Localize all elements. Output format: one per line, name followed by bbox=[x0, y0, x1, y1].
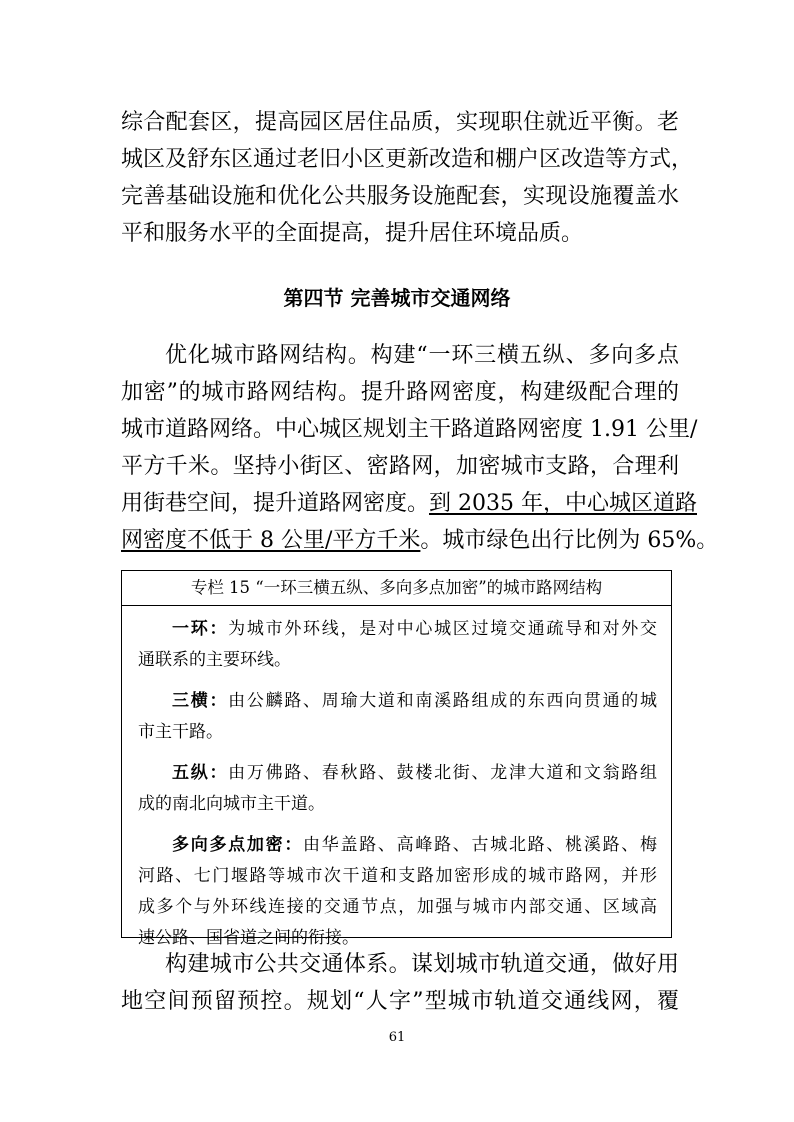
text-line bbox=[121, 522, 719, 559]
text-segment: 为城市外环线，是对中心城区过境交通疏导和对外交 bbox=[228, 619, 658, 639]
item-term: 多向多点加密： bbox=[172, 835, 304, 855]
text-line: 加密”的城市路网结构。提升路网密度，构建级配合理的 bbox=[121, 380, 679, 405]
text-segment: 由华盖路、高峰路、古城北路、桃溪路、梅 bbox=[303, 835, 658, 855]
intro-paragraph bbox=[121, 104, 694, 252]
text-line: 通联系的主要环线。 bbox=[138, 650, 291, 670]
text-line: 河路、七门堰路等城市次干道和支路加密形成的城市路网，并形 bbox=[138, 866, 657, 886]
text-line: 平方千米。坚持小街区、密路网，加密城市支路，合理利 bbox=[121, 454, 679, 479]
text-line bbox=[138, 686, 657, 717]
item-term: 三横： bbox=[172, 691, 229, 711]
text-line: 构建城市公共交通体系。谋划城市轨道交通，做好用 bbox=[165, 952, 679, 977]
section-title: 第四节 完善城市交通网络 bbox=[283, 286, 511, 310]
page-number: 61 bbox=[388, 1030, 406, 1045]
text-line bbox=[121, 485, 697, 522]
text-line: 优化城市路网结构。构建“一环三横五纵、多向多点 bbox=[165, 343, 679, 368]
text-segment: 用街巷空间，提升道路网密度。 bbox=[121, 491, 430, 516]
item-term: 一环： bbox=[172, 619, 229, 639]
text-line bbox=[138, 614, 657, 645]
road-network-paragraph bbox=[121, 337, 719, 559]
underlined-text: 网密度不低于 8 公里/平方千米 bbox=[121, 528, 421, 553]
box-title: 专栏 15 “一环三横五纵、多向多点加密”的城市路网结构 bbox=[122, 571, 671, 606]
box-item-vertical bbox=[138, 758, 657, 820]
text-line: 市主干路。 bbox=[138, 722, 223, 742]
text-segment: 由万佛路、春秋路、鼓楼北街、龙津大道和文翁路组 bbox=[228, 763, 658, 783]
text-line: 地空间预留预控。规划“人字”型城市轨道交通线网，覆 bbox=[121, 989, 679, 1014]
box-body bbox=[122, 606, 671, 954]
text-line: 城市道路网络。中心城区规划主干路道路网密度 1.91 公里/ bbox=[121, 417, 698, 442]
box-item-multipoint bbox=[138, 830, 657, 954]
text-line bbox=[138, 758, 657, 789]
text-line: 城区及舒东区通过老旧小区更新改造和棚户区改造等方式， bbox=[121, 147, 694, 172]
text-line: 速公路、国省道之间的衔接。 bbox=[138, 928, 359, 948]
text-line bbox=[138, 830, 657, 861]
text-line: 综合配套区，提高园区居住品质，实现职住就近平衡。老 bbox=[121, 110, 679, 135]
text-segment: 。城市绿色出行比例为 65%。 bbox=[420, 528, 719, 553]
item-term: 五纵： bbox=[172, 763, 229, 783]
box-item-horizontal bbox=[138, 686, 657, 748]
underlined-text: 到 2035 年，中心城区道路 bbox=[429, 491, 697, 516]
text-line: 完善基础设施和优化公共服务设施配套，实现设施覆盖水 bbox=[121, 184, 679, 209]
text-line: 平和服务水平的全面提高，提升居住环境品质。 bbox=[121, 221, 584, 246]
public-transport-paragraph bbox=[121, 946, 679, 1020]
text-line: 成多个与外环线连接的交通节点，加强与城市内部交通、区域高 bbox=[138, 897, 657, 917]
sidebar-box bbox=[121, 570, 672, 948]
text-line: 成的南北向城市主干道。 bbox=[138, 794, 325, 814]
box-item-ring bbox=[138, 614, 657, 676]
text-segment: 由公麟路、周瑜大道和南溪路组成的东西向贯通的城 bbox=[228, 691, 658, 711]
